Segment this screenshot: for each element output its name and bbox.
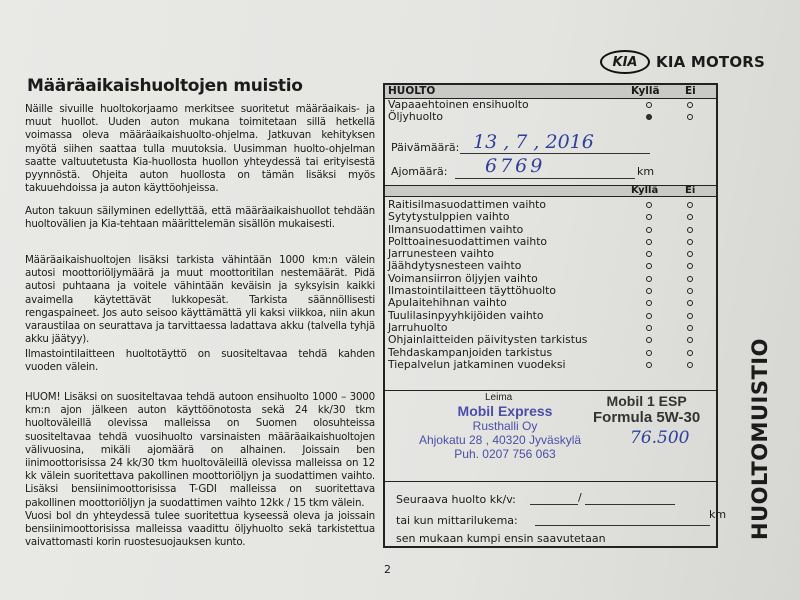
service-form bbox=[383, 83, 727, 548]
checklist-label: Sytytystulppien vaihto bbox=[388, 210, 510, 224]
yes-checkbox-checked[interactable] bbox=[646, 114, 652, 120]
service-row bbox=[385, 111, 716, 123]
stamp-address: Ahjokatu 28 , 40320 Jyväskylä bbox=[418, 433, 582, 447]
checklist-label: Voimansiirron öljyjen vaihto bbox=[388, 271, 538, 285]
km-unit: km bbox=[637, 165, 655, 178]
yes-checkbox[interactable] bbox=[646, 102, 652, 108]
checklist-label: Tuulilasinpyyhkijöiden vaihto bbox=[388, 308, 544, 322]
yes-checkbox[interactable] bbox=[646, 337, 652, 343]
yes-checkbox[interactable] bbox=[646, 313, 652, 319]
ac-paragraph: Ilmastointilaitteen huoltotäyttö on suositeltavaa tehdä kahden vuoden välein. bbox=[25, 348, 375, 374]
next-year-field[interactable] bbox=[585, 493, 675, 505]
yes-checkbox[interactable] bbox=[646, 325, 652, 331]
yes-checkbox[interactable] bbox=[646, 350, 652, 356]
checklist-label: Polttoainesuodattimen vaihto bbox=[388, 234, 548, 248]
no-checkbox[interactable] bbox=[687, 300, 693, 306]
no-checkbox[interactable] bbox=[687, 227, 693, 233]
side-title: HUOLTOMUISTIO bbox=[748, 338, 772, 540]
meter-label: tai kun mittarilukema: bbox=[396, 514, 518, 527]
warranty-paragraph: Auton takuun säilyminen edellyttää, että määräaikaishuollot tehdään huoltovälien ja Kia-tehtaan määrittelemän sisällön mukaisesti. bbox=[25, 205, 375, 231]
date-label: Päivämäärä: bbox=[391, 141, 460, 154]
checklist-label: Ilmastointilaitteen täyttöhuolto bbox=[388, 284, 556, 298]
note-paragraph: HUOM! Lisäksi on suositeltavaa tehdä autoon ensihuolto 1000 – 3000 km:n ajon jälkeen auton käyttöönotosta sekä 24 kk/30 tkm huoltoväleillä olevissa malleissa on Suomen olosuhteissa suositeltavaa tehdä vuosihuolto varsinaisten määräaikaishuoltojen välivuosina, mikäli ajomäärä on alhainen. Joissain ben iinimoottorisissa 24 kk/30 tkm huoltoväleillä olevissa malleissa on 12 kk välein suoritettava pakollinen moottoriöljyn ja suodattimen vaihto. Lisäksi bensiinimoottorisissa T-GDI malleissa on suoritettava pakollinen moottoriöljyn ja suodattimen vaihto 12kk / 15 tkm välein. bbox=[25, 391, 375, 509]
no-checkbox[interactable] bbox=[687, 362, 693, 368]
checklist-label: Ohjainlaitteiden päivitysten tarkistus bbox=[388, 333, 588, 347]
service-label: Öljyhuolto bbox=[388, 110, 444, 124]
oil-grade: Formula 5W-30 bbox=[593, 409, 701, 426]
no-checkbox[interactable] bbox=[687, 251, 693, 257]
checks-paragraph: Määräaikaishuoltojen lisäksi tarkista vähintään 1000 km:n välein autosi moottoriöljymäärä ja muut moottoritilan nestemäärät. Pidä autosi puhtaana ja voitele vähintään keväisin ja syksyisin kaikki avaimella käytettävät lukkopesät. Tarkista säännöllisesti rengaspaineet. Jos auto seisoo käyttämättä yli kaksi viikkoa, niin akun varaustilaa on seurattava ja tarvittaessa ladattava akku (talvella tyhjä akku jäätyy). bbox=[25, 254, 375, 346]
no-checkbox[interactable] bbox=[687, 313, 693, 319]
checklist-label: Jarruhuolto bbox=[388, 320, 448, 334]
checklist bbox=[385, 199, 716, 371]
intro-paragraph: Näille sivuille huoltokorjaamo merkitsee suoritetut määräaikais- ja muut huollot. Uuden auton mukana toimitetaan sillä hetkellä voimassa oleva määräaikaishuolto-ohjelma. Jatkuvan kehityksen myötä siihen saattaa tulla muutoksia. Uusimman huolto-ohjelman saatte valtuutetusta Kia-huollosta huollon yhteydessä tai erityisestä pyynnöstä. Ohjeita auton huollosta on tämän lisäksi myös takuuehdoissa ja auton käyttöohjeissa. bbox=[25, 103, 375, 195]
oil-stamp bbox=[593, 393, 700, 426]
next-separator: / bbox=[578, 491, 582, 504]
yes-checkbox[interactable] bbox=[646, 227, 652, 233]
oil-name: Mobil 1 ESP bbox=[606, 393, 687, 409]
km-value[interactable]: 6769 bbox=[485, 155, 546, 177]
stamp-label: Leima bbox=[485, 392, 513, 403]
divider bbox=[385, 390, 716, 391]
no-checkbox[interactable] bbox=[687, 114, 693, 120]
no-checkbox[interactable] bbox=[687, 276, 693, 282]
service-label: Vapaaehtoinen ensihuolto bbox=[388, 98, 529, 111]
checklist-label: Jäähdytysnesteen vaihto bbox=[388, 259, 522, 273]
no-checkbox[interactable] bbox=[687, 102, 693, 108]
checklist-label: Tiepalvelun jatkaminen vuodeksi bbox=[388, 357, 566, 371]
yes-checkbox[interactable] bbox=[646, 362, 652, 368]
form-header bbox=[385, 85, 716, 99]
checklist-row bbox=[385, 359, 716, 371]
checklist-label: Tehdaskampanjoiden tarkistus bbox=[388, 345, 553, 359]
checklist-label: Ilmansuodattimen vaihto bbox=[388, 222, 524, 236]
stamp bbox=[418, 403, 585, 461]
checklist-header bbox=[385, 185, 716, 197]
divider bbox=[385, 481, 716, 482]
kia-logo bbox=[600, 50, 765, 74]
checklist-label: Jarrunesteen vaihto bbox=[388, 247, 494, 261]
yes-checkbox[interactable] bbox=[646, 263, 652, 269]
next-service-label: Seuraava huolto kk/v: bbox=[396, 493, 516, 506]
page-title: Määräaikaishuoltojen muistio bbox=[27, 76, 303, 96]
yes-checkbox[interactable] bbox=[646, 288, 652, 294]
no-checkbox[interactable] bbox=[687, 263, 693, 269]
annual-paragraph: Vuosi bol dn yhteydessä tulee suoritettua kyseessä oleva ja joissain bensiinimoottorisissa malleissa vaadittu öljyhuolto sekä tarkistettua vaivattomasti korin ruostesuojauksen kunto. bbox=[25, 510, 375, 549]
header-label: HUOLTO bbox=[388, 85, 436, 97]
no-checkbox[interactable] bbox=[687, 325, 693, 331]
meter-unit: km bbox=[709, 508, 727, 521]
km-label: Ajomäärä: bbox=[391, 165, 448, 178]
meter-field[interactable] bbox=[535, 510, 710, 526]
yes-checkbox[interactable] bbox=[646, 276, 652, 282]
yes-header: Kyllä bbox=[631, 185, 659, 196]
handwritten-note: 76.500 bbox=[630, 428, 690, 448]
no-header: Ei bbox=[685, 85, 696, 97]
stamp-company: Rusthalli Oy bbox=[472, 419, 538, 433]
page-number: 2 bbox=[384, 563, 391, 576]
checklist-label: Apulaitehihnan vaihto bbox=[388, 296, 507, 310]
yes-header: Kyllä bbox=[631, 85, 660, 97]
yes-checkbox[interactable] bbox=[646, 251, 652, 257]
no-checkbox[interactable] bbox=[687, 288, 693, 294]
yes-checkbox[interactable] bbox=[646, 300, 652, 306]
yes-checkbox[interactable] bbox=[646, 239, 652, 245]
no-checkbox[interactable] bbox=[687, 214, 693, 220]
no-checkbox[interactable] bbox=[687, 350, 693, 356]
no-checkbox[interactable] bbox=[687, 239, 693, 245]
stamp-name: Mobil Express bbox=[457, 403, 553, 419]
date-value[interactable]: 13 , 7 , 2016 bbox=[473, 131, 594, 153]
yes-checkbox[interactable] bbox=[646, 202, 652, 208]
whichever-text: sen mukaan kumpi ensin saavutetaan bbox=[396, 532, 606, 545]
checklist-label: Raitisilmasuodattimen vaihto bbox=[388, 198, 547, 211]
no-checkbox[interactable] bbox=[687, 337, 693, 343]
next-month-field[interactable] bbox=[530, 493, 578, 505]
kia-oval-logo: KIA bbox=[600, 50, 650, 74]
brand-name: KIA MOTORS bbox=[656, 53, 766, 71]
no-header: Ei bbox=[685, 185, 696, 196]
stamp-phone: Puh. 0207 756 063 bbox=[454, 447, 556, 461]
yes-checkbox[interactable] bbox=[646, 214, 652, 220]
no-checkbox[interactable] bbox=[687, 202, 693, 208]
